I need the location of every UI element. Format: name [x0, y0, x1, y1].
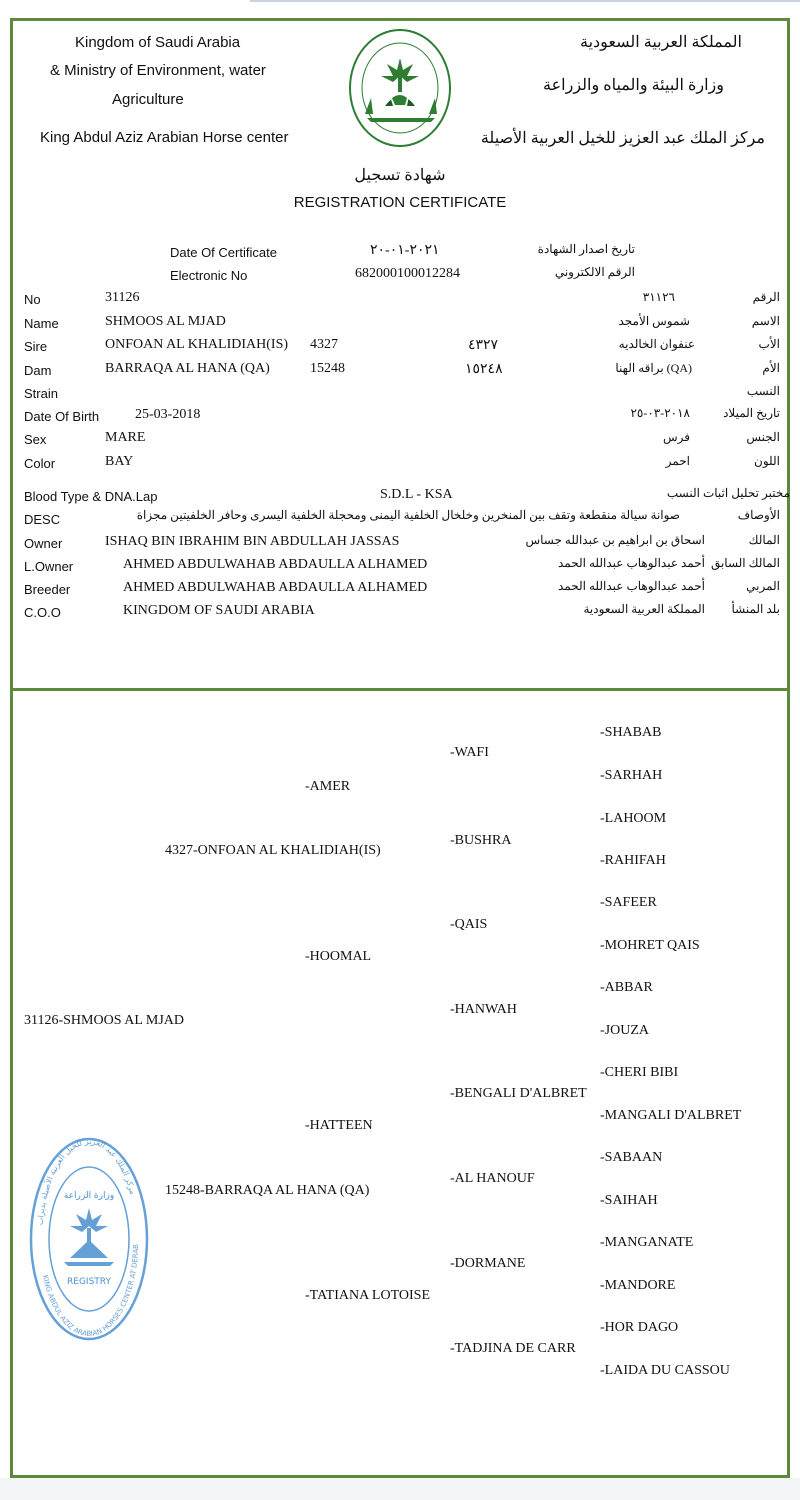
- owner-value-ar: اسحاق بن ابراهيم بن عبدالله جساس: [525, 533, 705, 547]
- blood-value: S.D.L - KSA: [380, 487, 453, 502]
- dam-value-ar: (QA) براقه الهنا: [615, 361, 692, 375]
- sire-number-ar: ٤٣٢٧: [468, 338, 499, 353]
- blood-label-ar: مختبر تحليل اثبات النسب: [666, 486, 790, 500]
- sire-value: ONFOAN AL KHALIDIAH(IS): [105, 337, 289, 352]
- owner-label-ar: المالك: [748, 533, 780, 547]
- header-left-line3: Agriculture: [112, 91, 184, 108]
- section-divider: [10, 688, 790, 691]
- coo-value-ar: المملكة العربية السعودية: [583, 602, 705, 616]
- strain-label: Strain: [24, 386, 58, 401]
- sex-value: MARE: [105, 430, 146, 445]
- registry-stamp: [28, 1136, 150, 1342]
- breeder-value-ar: أحمد عبدالوهاب عبدالله الحمد: [558, 579, 705, 593]
- pedigree-gen3-item: -AL HANOUF: [450, 1171, 535, 1186]
- blood-label: Blood Type & DNA.Lap: [24, 489, 158, 504]
- pedigree-gen4-item: -SAFEER: [600, 895, 657, 910]
- sire-label-ar: الأب: [758, 337, 780, 351]
- pedigree-gen4-item: -SHABAB: [600, 725, 662, 740]
- name-label-ar: الاسم: [751, 314, 780, 328]
- lowner-value: AHMED ABDULWAHAB ABDAULLA ALHAMED: [123, 557, 428, 572]
- pedigree-gen3-item: -QAIS: [450, 917, 488, 932]
- no-value: 31126: [105, 290, 140, 305]
- breeder-label: Breeder: [24, 582, 71, 597]
- breeder-value: AHMED ABDULWAHAB ABDAULLA ALHAMED: [123, 580, 428, 595]
- electronic-label-ar: الرقم الالكتروني: [554, 265, 635, 279]
- color-label: Color: [24, 456, 56, 471]
- lowner-value-ar: أحمد عبدالوهاب عبدالله الحمد: [558, 556, 705, 570]
- pedigree-gen4-item: -HOR DAGO: [600, 1320, 679, 1335]
- header-right-line3: مركز الملك عبد العزيز للخيل العربية الأصيلة: [480, 130, 765, 147]
- owner-label: Owner: [24, 536, 63, 551]
- pedigree-gen2-item: -AMER: [305, 779, 351, 794]
- stamp-center-ar: وزارة الزراعة: [63, 1191, 115, 1201]
- no-label-ar: الرقم: [752, 290, 780, 304]
- dam-value: BARRAQA AL HANA (QA): [105, 361, 270, 376]
- footer-strip: [0, 1478, 800, 1500]
- pedigree-gen3-item: -BUSHRA: [450, 833, 512, 848]
- sire-number: 4327: [310, 337, 338, 352]
- stamp-ring-en: KING ABDUL AZIZ ARABIAN HORSES CENTER AT DERAB: [40, 1244, 141, 1338]
- pedigree-gen2-item: -HATTEEN: [305, 1118, 373, 1133]
- sex-label-ar: الجنس: [746, 430, 780, 444]
- header-left-line2: & Ministry of Environment, water: [50, 62, 266, 79]
- electronic-value: 682000100012284: [355, 266, 460, 281]
- pedigree-gen4-item: -MANGANATE: [600, 1235, 694, 1250]
- header-right-line1: المملكة العربية السعودية: [580, 34, 742, 51]
- pedigree-sire: 4327-ONFOAN AL KHALIDIAH(IS): [165, 843, 381, 858]
- coo-label: C.O.O: [24, 605, 61, 620]
- dob-value-ar: ٢٠١٨-٠٣-٢٥: [630, 406, 690, 420]
- pedigree-gen4-item: -ABBAR: [600, 980, 653, 995]
- pedigree-gen3-item: -HANWAH: [450, 1002, 517, 1017]
- date-label: Date Of Certificate: [170, 245, 277, 260]
- no-value-ar: ٣١١٢٦: [642, 290, 675, 304]
- color-value: BAY: [105, 454, 134, 469]
- pedigree-gen4-item: -JOUZA: [600, 1023, 649, 1038]
- sire-label: Sire: [24, 339, 48, 354]
- pedigree-gen4-item: -MOHRET QAIS: [600, 938, 700, 953]
- sire-value-ar: عنفوان الخالديه: [618, 337, 695, 351]
- pedigree-gen4-item: -MANGALI D'ALBRET: [600, 1108, 742, 1123]
- no-label: No: [24, 292, 41, 307]
- certificate-title-en: REGISTRATION CERTIFICATE: [293, 194, 507, 211]
- desc-label: DESC: [24, 512, 61, 527]
- sex-value-ar: فرس: [662, 430, 690, 444]
- lowner-label: L.Owner: [24, 559, 74, 574]
- electronic-label: Electronic No: [170, 268, 248, 283]
- name-label: Name: [24, 316, 59, 331]
- pedigree-gen3-item: -TADJINA DE CARR: [450, 1341, 576, 1356]
- pedigree-gen3-item: -WAFI: [450, 745, 489, 760]
- pedigree-gen4-item: -CHERI BIBI: [600, 1065, 679, 1080]
- pedigree-gen4-item: -MANDORE: [600, 1278, 676, 1293]
- pedigree-gen4-item: -SARHAH: [600, 768, 663, 783]
- pedigree-horse: 31126-SHMOOS AL MJAD: [24, 1013, 184, 1028]
- color-value-ar: احمر: [665, 454, 690, 468]
- stamp-ring-text: مركز الملك عبد العزيز للخيل العربية الأصيلة بديراب: [35, 1136, 138, 1226]
- header-left-line1: Kingdom of Saudi Arabia: [75, 34, 241, 51]
- lowner-label-ar: المالك السابق: [710, 556, 780, 570]
- dob-label-ar: تاريخ الميلاد: [723, 406, 780, 420]
- pedigree-gen4-item: -RAHIFAH: [600, 853, 666, 868]
- certificate-title-ar: شهادة تسجيل: [354, 167, 446, 184]
- dam-label-ar: الأم: [762, 361, 780, 375]
- pedigree-dam: 15248-BARRAQA AL HANA (QA): [165, 1183, 370, 1198]
- color-label-ar: اللون: [754, 454, 780, 468]
- coo-value: KINGDOM OF SAUDI ARABIA: [123, 603, 315, 618]
- header-left-line4: King Abdul Aziz Arabian Horse center: [40, 129, 289, 146]
- dam-label: Dam: [24, 363, 52, 378]
- pedigree-gen2-item: -HOOMAL: [305, 949, 372, 964]
- header-right-line2: وزارة البيئة والمياه والزراعة: [543, 77, 724, 94]
- dob-value: 25-03-2018: [135, 407, 201, 422]
- breeder-label-ar: المربي: [746, 579, 780, 593]
- ministry-logo: [345, 26, 455, 156]
- pedigree-gen4-item: -SAIHAH: [600, 1193, 658, 1208]
- strain-label-ar: النسب: [746, 384, 780, 398]
- pedigree-gen4-item: -SABAAN: [600, 1150, 663, 1165]
- pedigree-gen2-item: -TATIANA LOTOISE: [305, 1288, 430, 1303]
- svg-text:مركز الملك عبد العزيز للخيل ال: [35, 1137, 137, 1226]
- date-value: ٢٠٢١-٠١-٢٠: [370, 243, 440, 258]
- pedigree-gen4-item: -LAHOOM: [600, 811, 667, 826]
- pedigree-gen3-item: -DORMANE: [450, 1256, 526, 1271]
- desc-value-ar: صوانة سيالة منقطعة وتقف بين المنخرين وخلخال الخلفية اليمنى ومحجلة الخلفية اليسرى وحافر الخلفيتين مجزاة: [136, 508, 680, 522]
- dob-label: Date Of Birth: [24, 409, 100, 424]
- desc-label-ar: الأوصاف: [737, 508, 780, 522]
- sex-label: Sex: [24, 432, 47, 447]
- coo-label-ar: بلد المنشأ: [731, 602, 780, 616]
- owner-value: ISHAQ BIN IBRAHIM BIN ABDULLAH JASSAS: [105, 534, 400, 549]
- stamp-registry: REGISTRY: [67, 1277, 111, 1287]
- date-label-ar: تاريخ اصدار الشهادة: [537, 242, 635, 256]
- name-value: SHMOOS AL MJAD: [105, 314, 226, 329]
- dam-number-ar: ١٥٢٤٨: [465, 362, 503, 377]
- pedigree-gen3-item: -BENGALI D'ALBRET: [450, 1086, 587, 1101]
- name-value-ar: شموس الأمجد: [618, 314, 690, 328]
- pedigree-gen4-item: -LAIDA DU CASSOU: [600, 1363, 730, 1378]
- top-rule: [250, 0, 800, 2]
- dam-number: 15248: [310, 361, 345, 376]
